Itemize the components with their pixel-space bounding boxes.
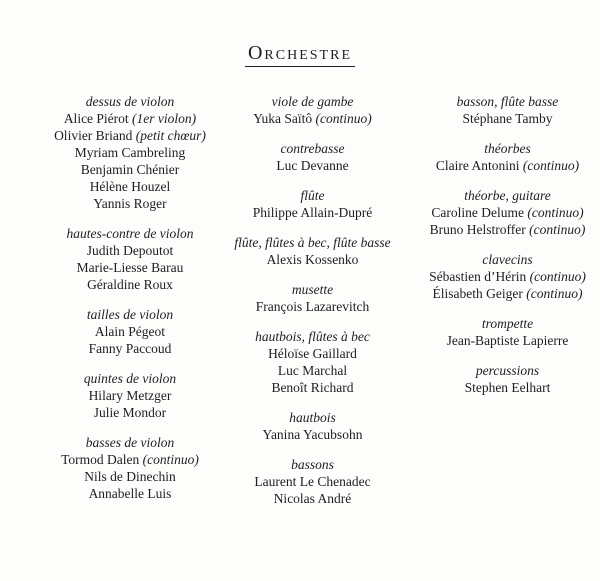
musician-role-note: (continuo) (523, 205, 584, 220)
instrument-group (447, 315, 569, 349)
instrument-heading: dessus de violon (85, 94, 175, 109)
instrument-heading: musette (291, 282, 334, 297)
musician-role-note: (petit chœur) (132, 128, 206, 143)
instrument-group (84, 370, 176, 421)
musician-role-note: (continuo) (525, 222, 586, 237)
musician-name: Nils de Dinechin (84, 469, 176, 484)
musician-name: Yannis Roger (93, 196, 167, 211)
instrument-group (87, 306, 173, 357)
instrument-group (430, 187, 586, 238)
instrument-heading: théorbes (484, 141, 531, 156)
instrument-group (54, 93, 206, 212)
instrument-heading: hautbois (289, 410, 336, 425)
musician-name: Nicolas André (273, 491, 352, 506)
instrument-group (457, 93, 559, 127)
column-continuo (390, 93, 600, 520)
instrument-heading: quintes de violon (83, 371, 177, 386)
musician-name: Yuka Saïtô (continuo) (253, 111, 372, 126)
instrument-heading: théorbe, guitare (464, 188, 551, 203)
instrument-group (263, 409, 363, 443)
instrument-heading: clavecins (482, 252, 533, 267)
musician-name: Caroline Delume (continuo) (431, 205, 584, 220)
instrument-heading: basses de violon (85, 435, 175, 450)
instrument-heading: bassons (291, 457, 334, 472)
instrument-heading: viole de gambe (271, 94, 354, 109)
instrument-heading: contrebasse (280, 141, 345, 156)
musician-role-note: (continuo) (519, 158, 580, 173)
instrument-group (67, 225, 194, 293)
musician-name: Julie Mondor (93, 405, 167, 420)
musician-name: Judith Depoutot (86, 243, 174, 258)
instrument-heading: flûte (300, 188, 325, 203)
instrument-heading: flûte, flûtes à bec, flûte basse (234, 235, 391, 250)
instrument-group (256, 281, 370, 315)
instrument-group (61, 434, 199, 502)
instrument-heading: basson, flûte basse (456, 94, 559, 109)
page-title: Orchestre (245, 42, 355, 67)
musician-name: Fanny Paccoud (88, 341, 172, 356)
musician-role-note: (1er violon) (128, 111, 197, 126)
musician-name: Annabelle Luis (88, 486, 172, 501)
musician-name: François Lazarevitch (255, 299, 370, 314)
instrument-group (255, 328, 370, 396)
instrument-group (436, 140, 579, 174)
musician-name: Yanina Yacubsohn (262, 427, 363, 442)
musician-role-note: (continuo) (139, 452, 199, 467)
instrument-heading: trompette (481, 316, 534, 331)
instrument-group (429, 251, 586, 302)
instrument-heading: tailles de violon (86, 307, 174, 322)
musician-name: Bruno Helstroffer (continuo) (429, 222, 586, 237)
musician-name: Philippe Allain-Dupré (252, 205, 373, 220)
musician-name: Luc Marchal (277, 363, 348, 378)
musician-name: Benoît Richard (271, 380, 354, 395)
instrument-group (465, 362, 551, 396)
musician-name: Laurent Le Chenadec (254, 474, 371, 489)
musician-name: Tormod Dalen (continuo) (61, 452, 199, 467)
musician-role-note: (continuo) (522, 286, 583, 301)
musician-name: Hélène Houzel (89, 179, 171, 194)
musician-name: Élisabeth Geiger (continuo) (432, 286, 583, 301)
musician-role-note: (continuo) (312, 111, 372, 126)
musician-name: Jean-Baptiste Lapierre (446, 333, 569, 348)
musician-name: Claire Antonini (continuo) (435, 158, 580, 173)
musician-name: Héloïse Gaillard (268, 346, 357, 361)
instrument-group (276, 140, 348, 174)
musician-name: Myriam Cambreling (74, 145, 186, 160)
musician-name: Benjamin Chénier (80, 162, 180, 177)
musician-name: Sébastien d’Hérin (continuo) (429, 269, 586, 284)
instrument-group (234, 234, 390, 268)
instrument-group (254, 456, 370, 507)
musician-name: Marie-Liesse Barau (76, 260, 184, 275)
instrument-group (253, 93, 372, 127)
musician-name: Olivier Briand (petit chœur) (54, 128, 206, 143)
column-strings (0, 93, 235, 520)
instrument-group (253, 187, 373, 221)
musician-name: Alice Piérot (1er violon) (63, 111, 197, 126)
musician-role-note: (continuo) (526, 269, 586, 284)
orchestra-columns (0, 93, 600, 520)
instrument-heading: percussions (475, 363, 540, 378)
title-wrap (0, 42, 600, 67)
musician-name: Stéphane Tamby (462, 111, 553, 126)
musician-name: Alain Pégeot (94, 324, 166, 339)
musician-name: Alexis Kossenko (266, 252, 359, 267)
column-winds (235, 93, 390, 520)
musician-name: Stephen Eelhart (464, 380, 551, 395)
musician-name: Géraldine Roux (87, 277, 173, 292)
instrument-heading: hautbois, flûtes à bec (255, 329, 370, 344)
musician-name: Hilary Metzger (88, 388, 172, 403)
instrument-heading: hautes-contre de violon (66, 226, 194, 241)
musician-name: Luc Devanne (276, 158, 349, 173)
